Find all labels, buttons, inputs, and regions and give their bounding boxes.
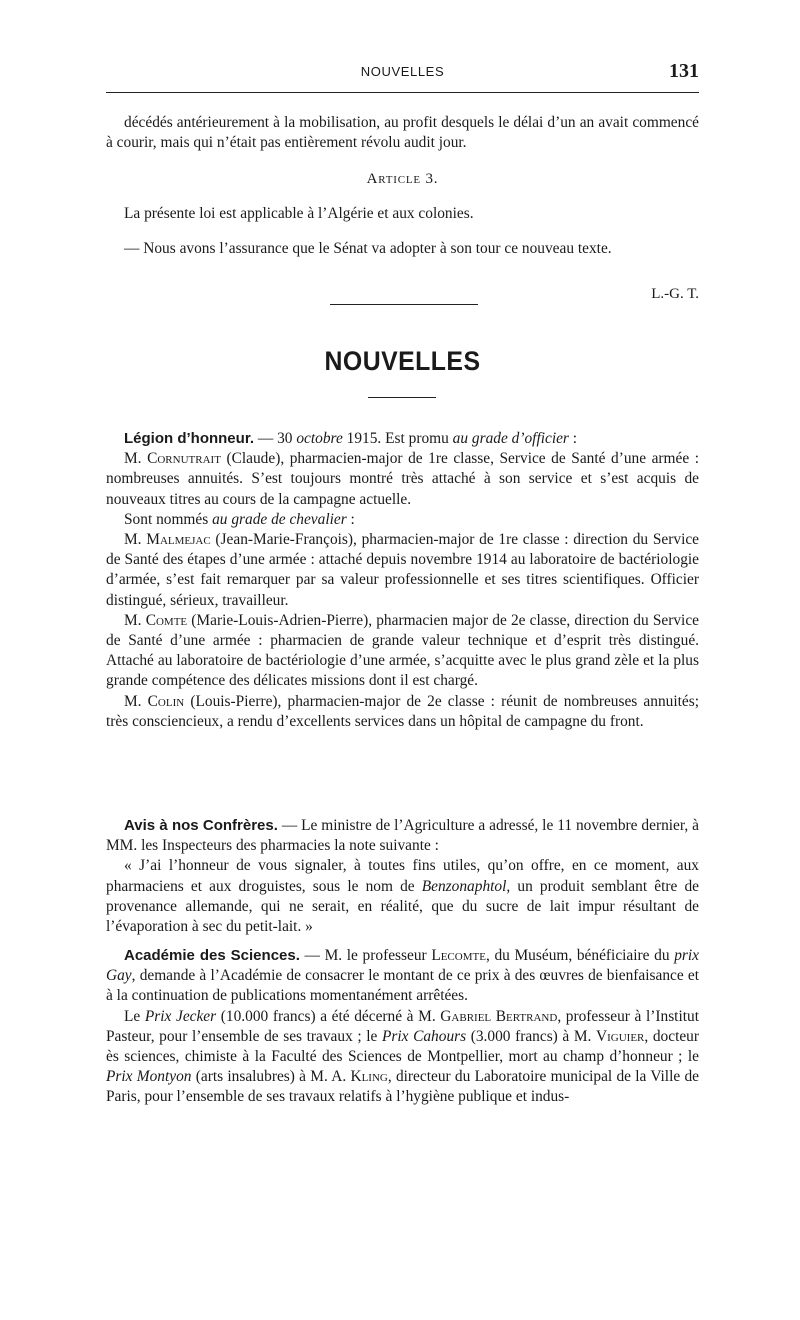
- senate-note: [106, 239, 699, 259]
- comte-entry: M. Comte (Marie-Louis-Adrien-Pierre), pharmacien major de 2e classe, direction du Service de Santé d’une armée : pharmacien de grande valeur technique et d’esprit très distingué. Attaché au laboratoire de bactériologie d’une armée, s’acquitte avec le plus grand zèle et la plus grande compétence des délicates missions dont il est chargé.: [106, 611, 699, 690]
- article-body: [106, 204, 699, 224]
- comte-name: Comte: [145, 611, 188, 629]
- colin-entry: M. Colin (Louis-Pierre), pharmacien-major de 2e classe : réunit de nombreuses annuités; très consciencieux, a rendu d’excellents services dans un hôpital de campagne du front.: [106, 692, 699, 730]
- top-paragraph: [106, 113, 699, 153]
- running-head-title: NOUVELLES: [360, 64, 445, 79]
- section-title-underline: [368, 397, 436, 398]
- signature: L.-G. T.: [651, 286, 699, 302]
- avis-lead: Avis à nos Confrères.: [124, 817, 278, 834]
- article-text: La présente loi est applicable à l’Algérie et aux colonies.: [124, 205, 474, 222]
- academie-section: [106, 946, 699, 1108]
- officer-entry: M. Cornutrait (Claude), pharmacien-major de 1re classe, Service de Santé d’une armée : nombreuses annuités. S’est toujours montré très attaché à son service et s’est acquis de nouveaux titres au cours de la campagne actuelle.: [106, 450, 700, 508]
- academie-lead: Académie des Sciences.: [124, 947, 300, 964]
- legion-lead: Légion d’honneur.: [124, 430, 254, 447]
- malmejac-name: Malmejac: [146, 531, 211, 549]
- avis-quote: « J’ai l’honneur de vous signaler, à toutes fins utiles, qu’on offre, en ce moment, aux pharmaciens et aux droguistes, sous le nom de Benzonaphtol, un produit semblant être de provenance allemande, qui ne serait, en réalité, que du sucre de lait impur résultant de l’évaporation à sec du petit-lait. »: [106, 857, 699, 936]
- colin-name: Colin: [147, 692, 185, 710]
- running-head: [106, 62, 699, 86]
- chevalier-intro: Sont nommés au grade de chevalier :: [124, 510, 355, 528]
- legion-section: [106, 429, 699, 732]
- academie-paragraph-1: Académie des Sciences. — M. le professeur Lecomte, du Muséum, bénéficiaire du prix Gay, demande à l’Académie de consacrer le montant de ce prix à des œuvres de bienfaisance et à la continuation de publications momentanément arrêtées.: [106, 947, 699, 1005]
- avis-paragraph: Avis à nos Confrères. — Le ministre de l’Agriculture a adressé, le 11 novembre dernier, à MM. les Inspecteurs des pharmacies la note suivante :: [106, 817, 699, 855]
- header-rule: [106, 92, 699, 93]
- academie-paragraph-2: Le Prix Jecker (10.000 francs) a été décerné à M. Gabriel Bertrand, professeur à l’Institut Pasteur, pour l’ensemble de ses travaux ; le Prix Cahours (3.000 francs) à M. Viguier, docteur ès sciences, chimiste à la Faculté des Sciences de Montpellier, mort au champ d’honneur ; le Prix Montyon (arts insalubres) à M. A. Kling, directeur du Laboratoire municipal de la Ville de Paris, pour l’ensemble de ses travaux relatifs à l’hygiène publique et indus-: [106, 1007, 699, 1106]
- article-title: Article 3.: [366, 171, 439, 187]
- senate-note-text: — Nous avons l’assurance que le Sénat va adopter à son tour ce nouveau texte.: [124, 240, 612, 257]
- top-paragraph-text: décédés antérieurement à la mobilisation, au profit desquels le délai d’un an avait commencé à courir, mais qui n’était pas entièrement révolu audit jour.: [106, 114, 699, 152]
- page-number: 131: [669, 60, 699, 82]
- officer-name: Cornutrait: [147, 450, 221, 468]
- malmejac-entry: M. Malmejac (Jean-Marie-François), pharmacien-major de 1re classe : direction du Service de Santé des étapes d’une armée : attaché depuis novembre 1914 au laboratoire de bactériologie d’armée, s’est fait remarquer par sa valeur professionnelle et ses titres scientifiques. Officier distingué, sérieux, travailleur.: [106, 531, 700, 609]
- section-separator-rule: [330, 304, 478, 305]
- avis-section: [106, 816, 699, 937]
- section-title: NOUVELLES: [324, 346, 481, 376]
- legion-intro: Légion d’honneur. — 30 octobre 1915. Est promu au grade d’officier :: [124, 430, 578, 447]
